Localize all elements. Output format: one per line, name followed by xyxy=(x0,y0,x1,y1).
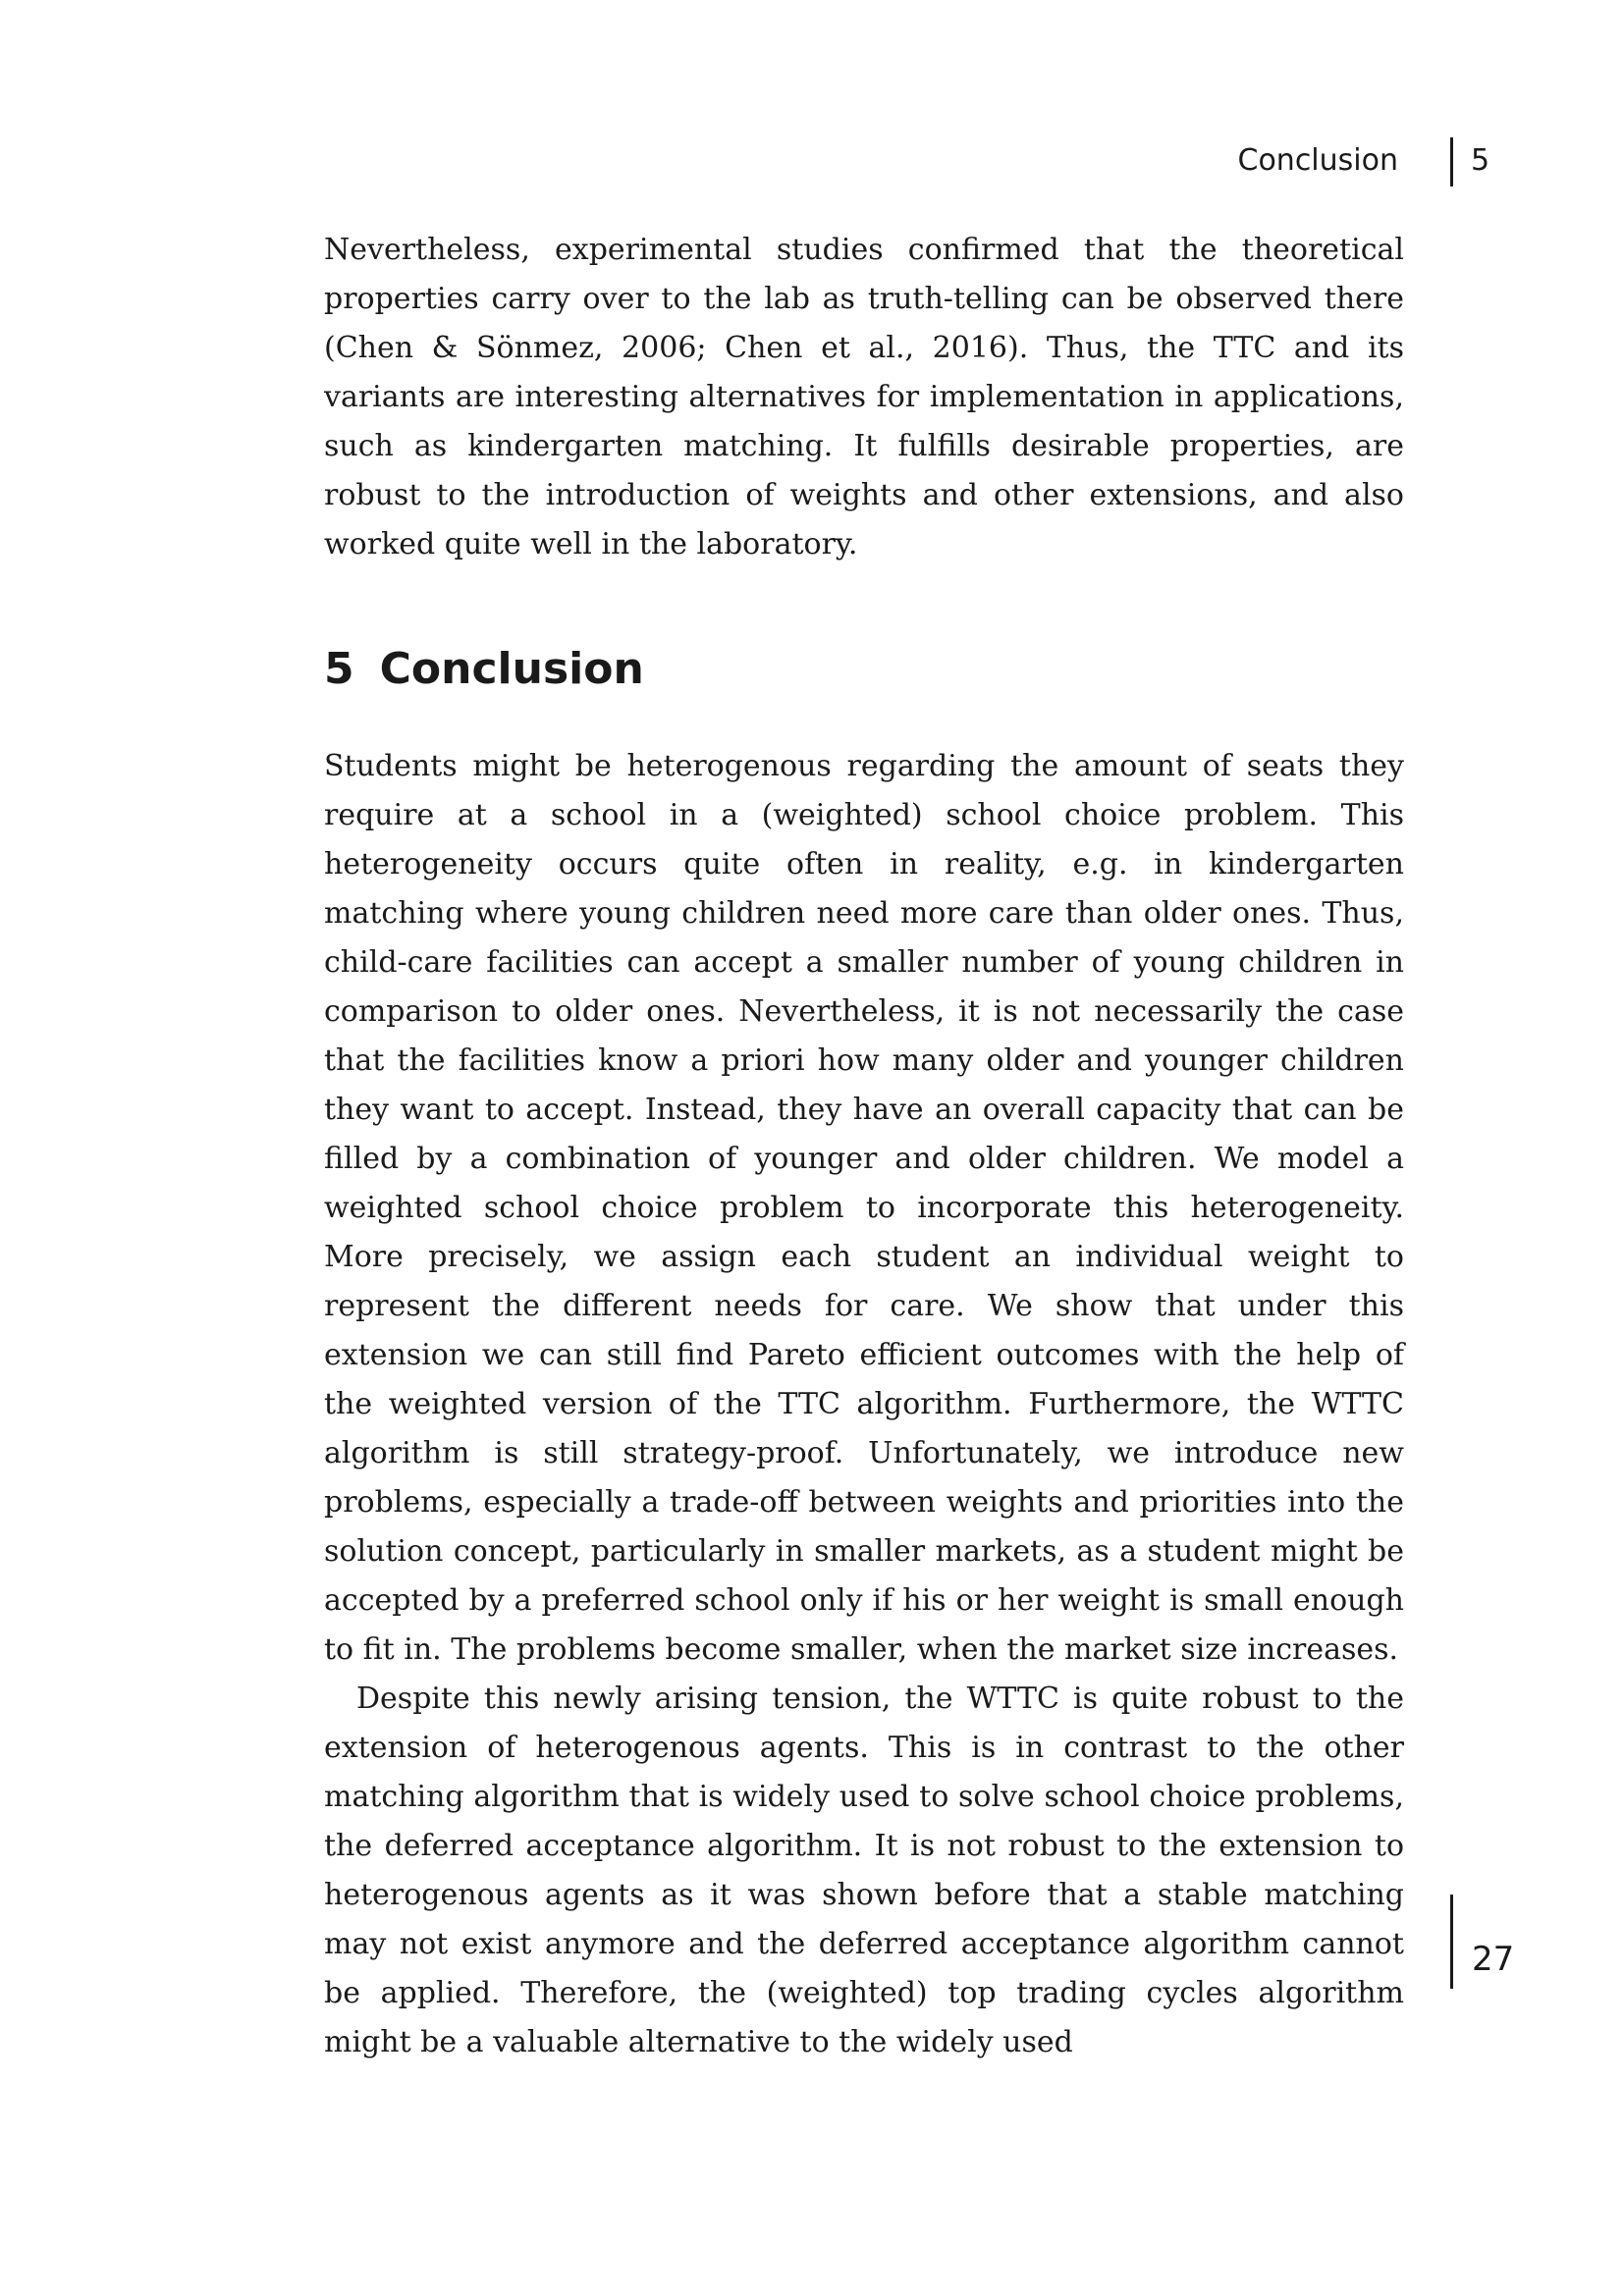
page-footer xyxy=(1448,1895,1566,1993)
page-number: 27 xyxy=(1472,1940,1515,1979)
section-heading xyxy=(324,642,1404,697)
continuation-paragraph: Nevertheless, experimental studies confirmed that the theoretical properties carry over to the lab as truth-telling can be observed there (Chen & Sönmez, 2006; Chen et al., 2016). Thus, the TTC and its variants are interesting alternatives for implementation in applications, such as kindergarten matching. It fulfills desirable properties, are robust to the introduction of weights and other extensions, and also worked quite well in the laboratory. xyxy=(324,233,1404,561)
running-header-title: Conclusion xyxy=(1237,143,1398,178)
section-title: Conclusion xyxy=(379,644,644,694)
running-header xyxy=(1080,137,1492,192)
page-footer-divider xyxy=(1450,1895,1453,1989)
page-body xyxy=(324,226,1404,2067)
running-header-chapter-number: 5 xyxy=(1471,143,1490,178)
section-number: 5 xyxy=(324,644,354,694)
body-paragraph-2: Despite this newly arising tension, the WTTC is quite robust to the extension of heterogenous agents. This is in contrast to the other matching algorithm that is widely used to solve school choice problems, the deferred acceptance algorithm. It is not robust to the extension to heterogenous agents as it was shown before that a stable matching may not exist anymore and the deferred acceptance algorithm cannot be applied. Therefore, the (weighted) top trading cycles algorithm might be a valuable alternative to the widely used xyxy=(324,1682,1404,2059)
body-paragraph-1: Students might be heterogenous regarding the amount of seats they require at a school in a (weighted) school choice problem. This heterogeneity occurs quite often in reality, e.g. in kindergarten matching where young children need more care than older ones. Thus, child-care facilities can accept a smaller number of young children in comparison to older ones. Nevertheless, it is not necessarily the case that the facilities know a priori how many older and younger children they want to accept. Instead, they have an overall capacity that can be filled by a combination of younger and older children. We model a weighted school choice problem to incorporate this heterogeneity. More precisely, we assign each student an individual weight to represent the different needs for care. We show that under this extension we can still find Pareto efficient outcomes with the help of the weighted version of the TTC algorithm. Furthermore, the WTTC algorithm is still strategy-proof. Unfortunately, we introduce new problems, especially a trade-off between weights and priorities into the solution concept, particularly in smaller markets, as a student might be accepted by a preferred school only if his or her weight is small enough to fit in. The problems become smaller, when the market size increases. xyxy=(324,749,1404,1667)
running-header-divider xyxy=(1450,137,1453,187)
